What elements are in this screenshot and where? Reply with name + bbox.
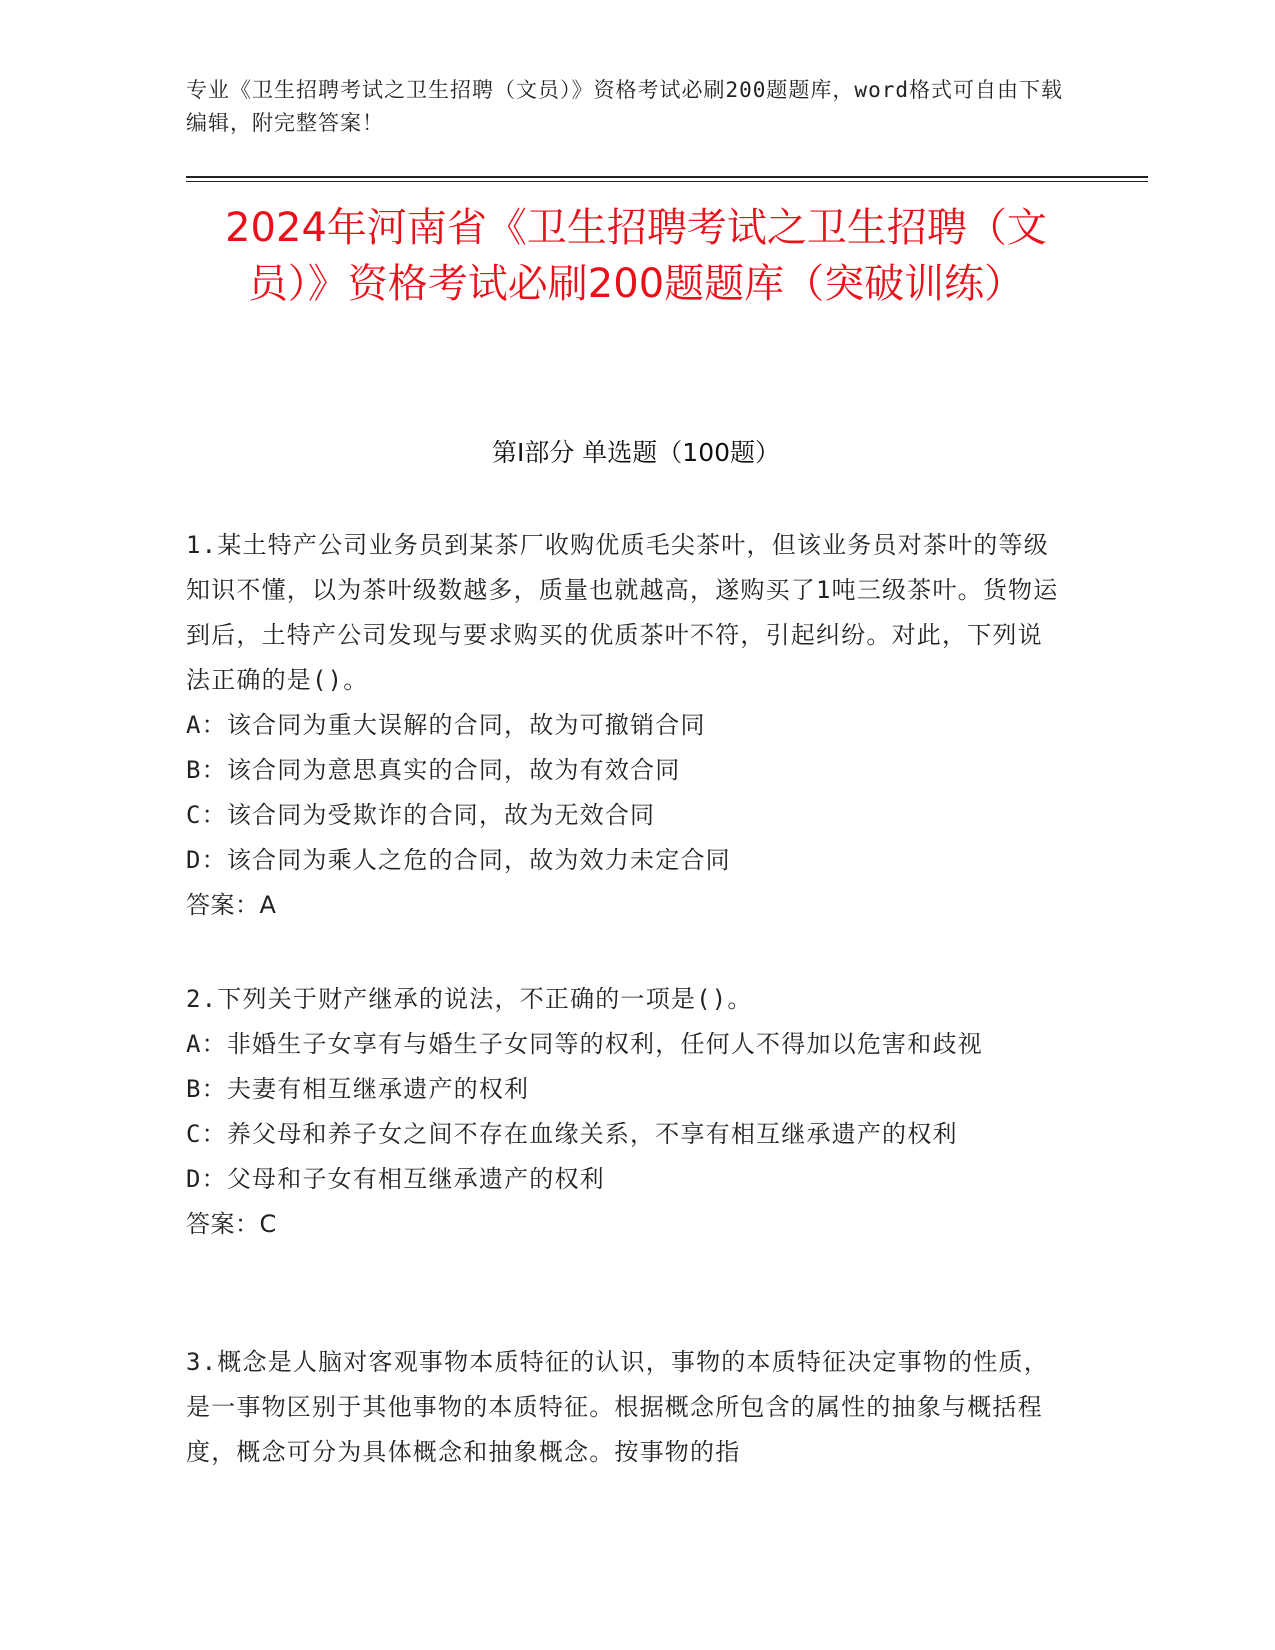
option-a: A：非婚生子女享有与婚生子女同等的权利，任何人不得加以危害和歧视 [186,1030,983,1058]
section-title: 第Ⅰ部分 单选题（100题） [491,438,781,467]
answer-label: 答案：C [186,1210,277,1238]
option-d: D：该合同为乘人之危的合同，故为效力未定合同 [186,846,731,874]
answer-label: 答案：A [186,891,277,919]
option-b: B：夫妻有相互继承遗产的权利 [186,1075,530,1103]
option-a: A：该合同为重大误解的合同，故为可撤销合同 [186,711,706,739]
header-divider-thin [186,181,1148,182]
question-1 [186,523,1066,928]
header-divider-thick [186,176,1148,178]
option-c: C：养父母和养子女之间不存在血缘关系，不享有相互继承遗产的权利 [186,1120,958,1148]
question-stem: 2.下列关于财产继承的说法，不正确的一项是()。 [186,985,753,1013]
document-title: 2024年河南省《卫生招聘考试之卫生招聘（文员）》资格考试必刷200题题库（突破训练） [225,205,1047,307]
question-3 [186,1340,1066,1475]
option-b: B：该合同为意思真实的合同，故为有效合同 [186,756,681,784]
header-note: 专业《卫生招聘考试之卫生招聘（文员）》资格考试必刷200题题库，word格式可自由下载编辑，附完整答案！ [186,78,1063,135]
question-2 [186,977,1066,1247]
question-stem: 1.某土特产公司业务员到某茶厂收购优质毛尖茶叶，但该业务员对茶叶的等级知识不懂，以为茶叶级数越多，质量也就越高，遂购买了1吨三级茶叶。货物运到后，土特产公司发现与要求购买的优质茶叶不符，引起纠纷。对此，下列说法正确的是()。 [186,531,1059,694]
question-stem: 3.概念是人脑对客观事物本质特征的认识，事物的本质特征决定事物的性质，是一事物区别于其他事物的本质特征。根据概念所包含的属性的抽象与概括程度，概念可分为具体概念和抽象概念。按事物的指 [186,1348,1049,1466]
option-d: D：父母和子女有相互继承遗产的权利 [186,1165,605,1193]
option-c: C：该合同为受欺诈的合同，故为无效合同 [186,801,656,829]
